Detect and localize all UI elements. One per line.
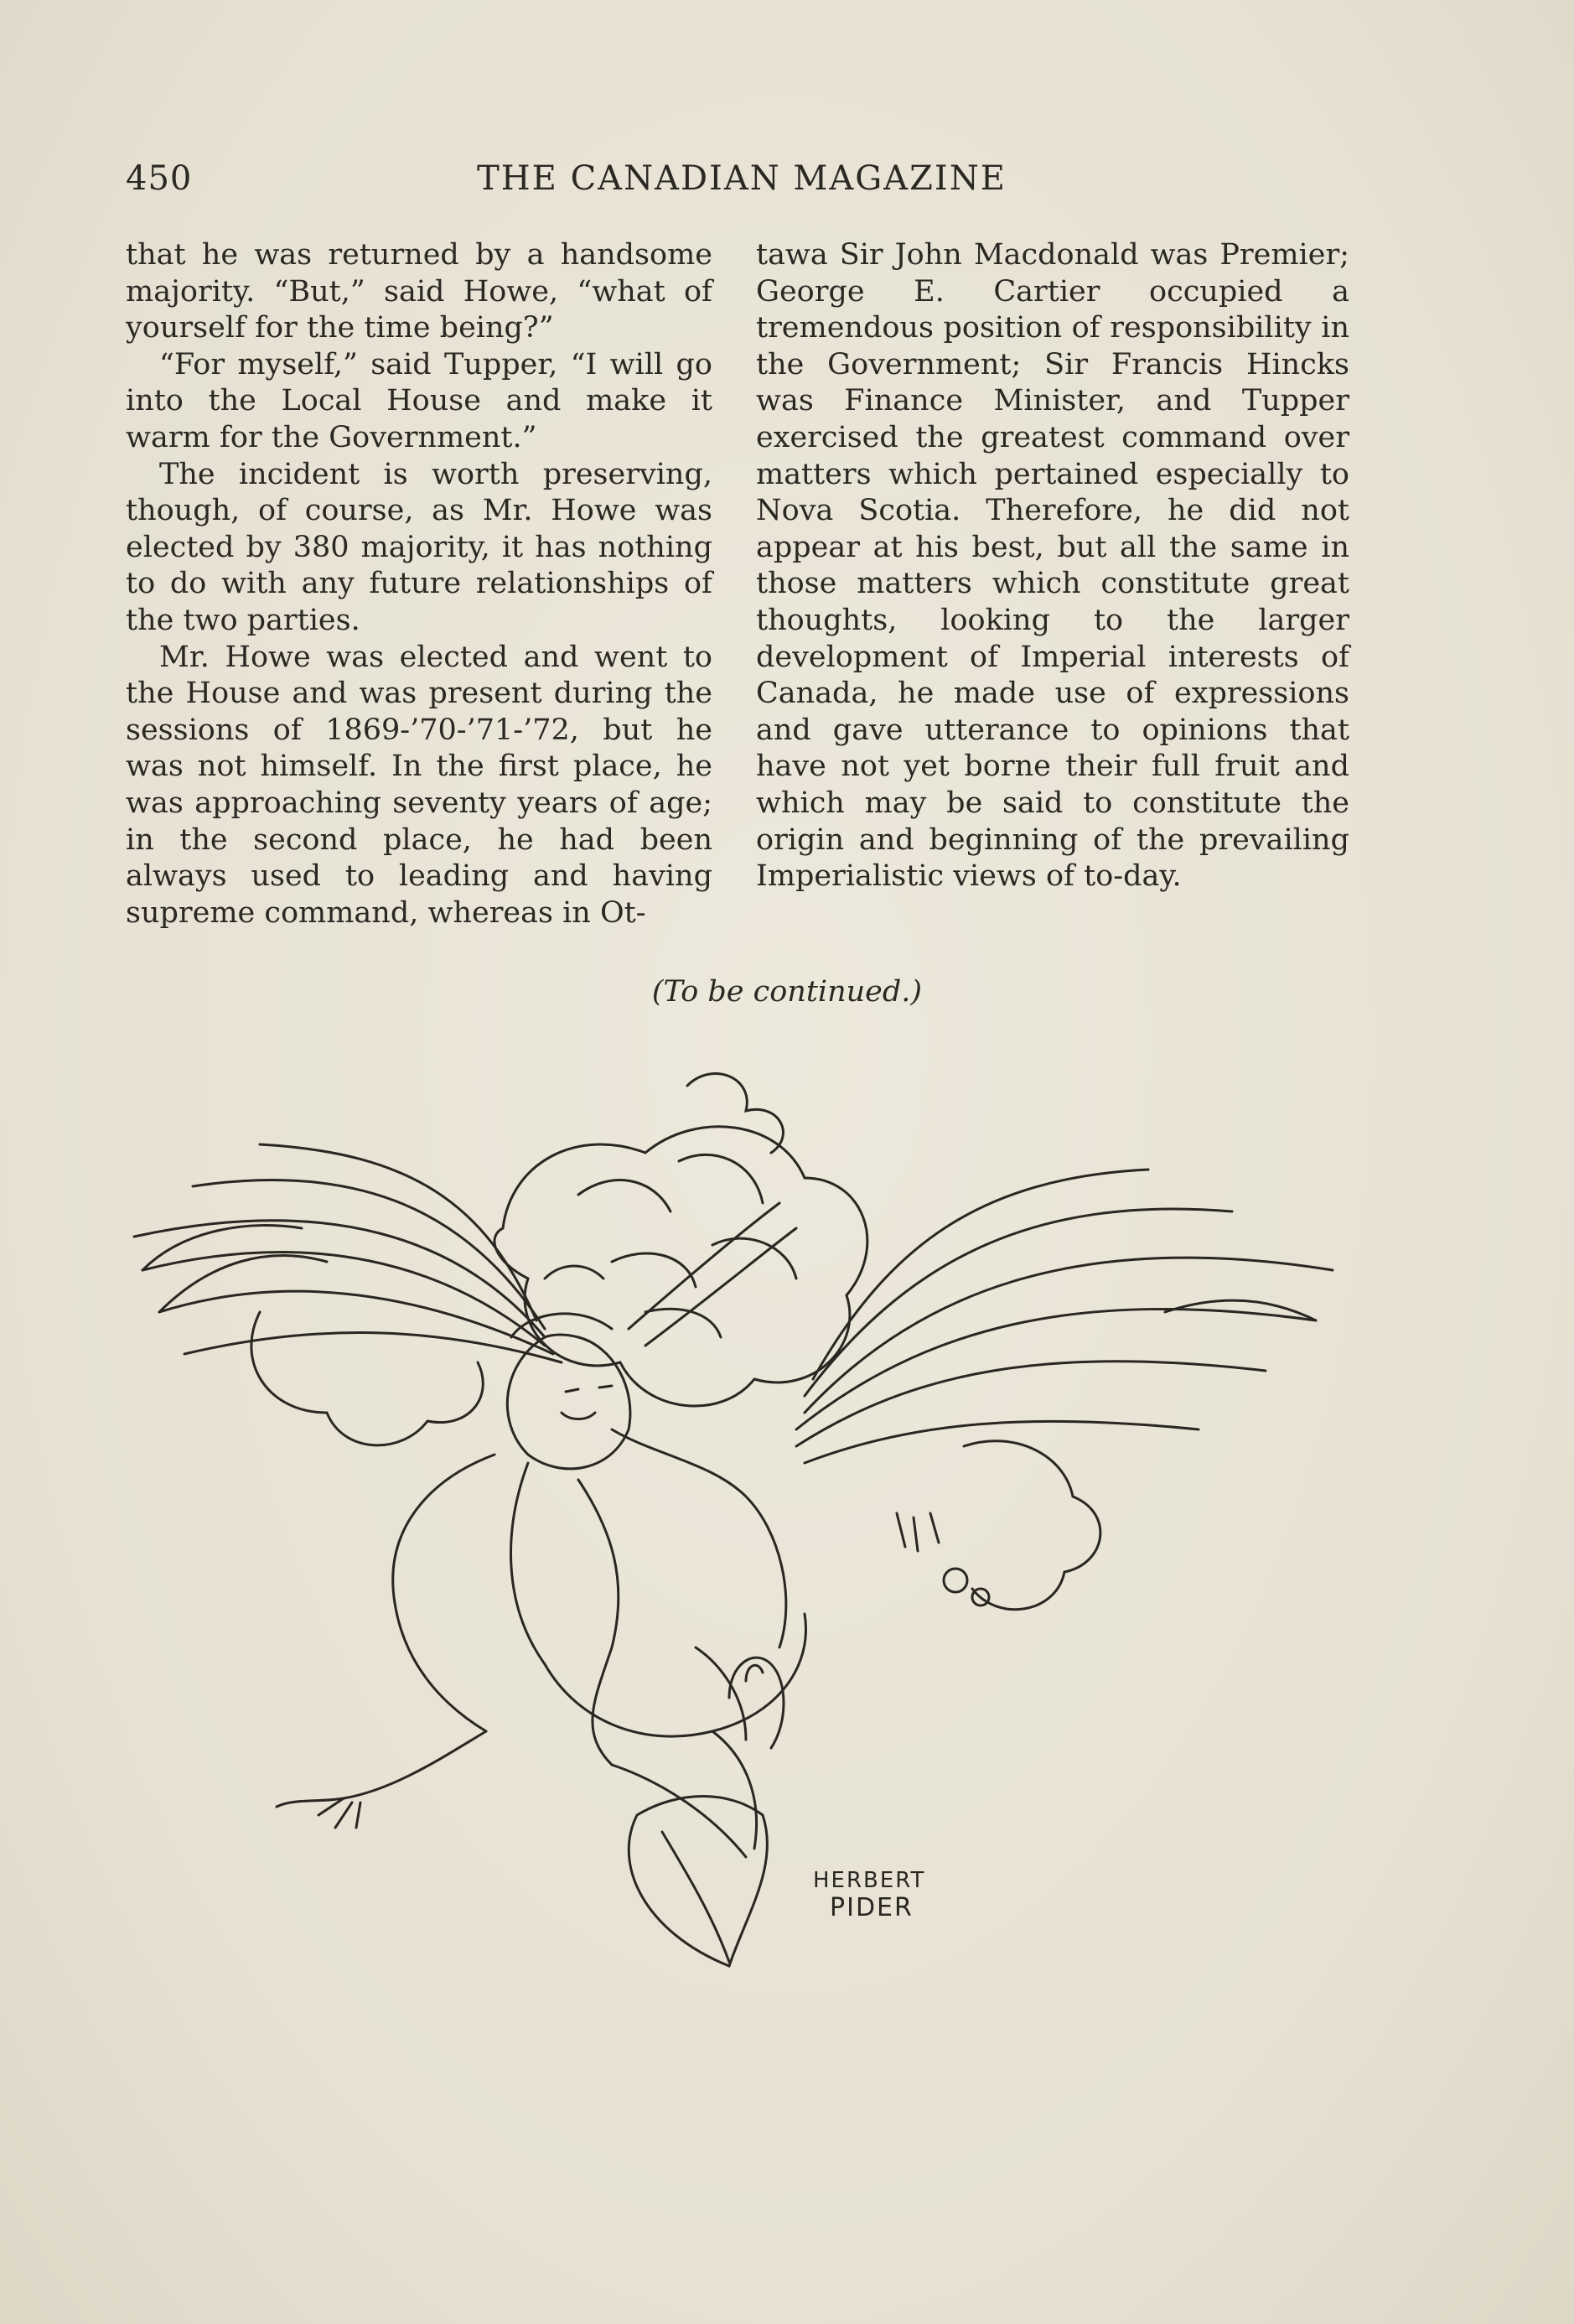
paragraph: “For myself,” said Tupper, “I will go into the Local House and make it warm for the Government.”	[126, 347, 712, 454]
running-head: THE CANADIAN MAGAZINE	[477, 159, 1007, 198]
flower-cluster	[494, 1074, 867, 1406]
page-number: 450	[126, 159, 193, 198]
artist-signature	[813, 1868, 925, 1922]
paragraph: tawa Sir John Macdonald was Premier; George E. Cartier occupied a tremendous position of responsibility in the Government; Sir Francis Hincks was Finance Minister, and Tupper exercised the greatest command over matters which pertained especially to Nova Scotia. Therefore, he did not appear at his best, but all the same in those matters which constitute great thoughts, looking to the larger development of Imperial interests of Canada, he made use of expressions and gave utterance to opinions that have not yet borne their full fruit and which may be said to constitute the origin and beginning of the prevailing Imperialistic views of to-day.	[756, 238, 1349, 894]
illustration-drawing	[109, 1061, 1349, 2000]
paragraph: that he was returned by a handsome majority. “But,” said Howe, “what of yourself for the time being?”	[126, 238, 712, 345]
paragraph: The incident is worth preserving, though, of course, as Mr. Howe was elected by 380 majority, it has nothing to do with any future relationships of the two parties.	[126, 457, 712, 637]
continued-note: (To be continued.)	[651, 975, 923, 1009]
right-wheat-sheaf	[796, 1170, 1333, 1463]
article-body	[126, 237, 1349, 933]
svg-text:HERBERT: HERBERT	[813, 1868, 926, 1893]
female-figure	[277, 1203, 806, 1857]
left-column	[126, 237, 712, 931]
decorative-illustration	[109, 1061, 1349, 2000]
svg-text:PIDER: PIDER	[830, 1893, 914, 1922]
right-bush	[964, 1441, 1100, 1610]
bottom-leaf	[629, 1797, 767, 1967]
paragraph: Mr. Howe was elected and went to the House and was present during the sessions of 1869-’70-’71-’72, but he was not himself. In the first place, he was approaching seventy years of age; in the second place, he had been always used to leading and having supreme command, whereas in Ot-	[126, 640, 712, 930]
page-header	[126, 159, 1358, 210]
right-column	[756, 237, 1349, 895]
